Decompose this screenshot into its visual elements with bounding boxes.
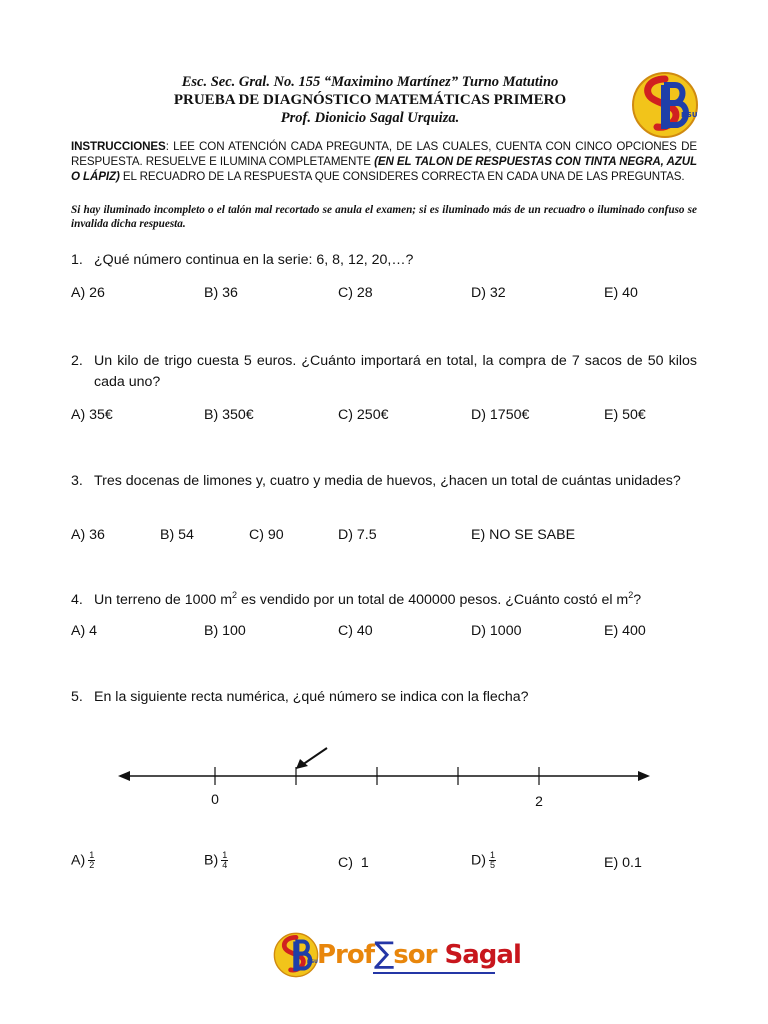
question-text: En la siguiente recta numérica, ¿qué número se indica con la flecha? <box>94 689 529 705</box>
q2-option-a: A) 35€ <box>71 407 113 423</box>
footer-underline <box>373 972 495 974</box>
instructions <box>71 139 697 184</box>
q4-option-c: C) 40 <box>338 623 373 639</box>
question-number: 3. <box>71 473 83 489</box>
instructions-warning: Si hay iluminado incompleto o el talón mal recortado se anula el examen; si es iluminado más de un recuadro o iluminado confuso se invalida dicha respuesta. <box>71 204 697 230</box>
teacher-name: Prof. Dionicio Sagal Urquiza. <box>280 110 460 126</box>
q1-option-b: B) 36 <box>204 285 238 301</box>
instructions-text-2: EL RECUADRO DE LA RESPUESTA QUE CONSIDERES CORRECTA EN CADA UNA DE LAS PREGUNTAS. <box>119 170 685 183</box>
q3-option-a: A) 36 <box>71 527 105 543</box>
pointer-arrow-icon <box>296 748 327 769</box>
instructions-emphasis: (EN EL TALON DE RESPUESTAS CON TINTA NEGRA, AZUL O LÁPIZ) <box>71 155 698 183</box>
question-text: Tres docenas de limones y, cuatro y media de huevos, ¿hacen un total de cuántas unidades? <box>94 473 681 489</box>
logo-text: DSU <box>681 111 698 119</box>
q5-option-e: E) 0.1 <box>604 855 642 871</box>
q1-option-d: D) 32 <box>471 285 506 301</box>
exam-title: PRUEBA DE DIAGNÓSTICO MATEMÁTICAS PRIMERO <box>173 92 567 108</box>
q5-option-c: C) 1 <box>338 855 369 871</box>
q5-option-d: D) $\frac{1}{5}$ <box>471 850 495 870</box>
question-number: 2. <box>71 353 83 369</box>
question-text: Un terreno de 1000 $m^2$ es vendido por un total de 400000 pesos. ¿Cuánto costó el $m^2$? <box>94 590 642 608</box>
q3-option-c: C) 90 <box>249 527 284 543</box>
q1-option-e: E) 40 <box>604 285 638 301</box>
question-3 <box>71 471 697 492</box>
question-2 <box>71 351 697 393</box>
q3-option-e: E) NO SE SABE <box>471 527 576 543</box>
question-4 <box>71 590 697 611</box>
footer-sagal: Sagal <box>444 940 521 970</box>
question-number: 4. <box>71 592 83 608</box>
footer-logo-icon <box>273 932 319 978</box>
q3-option-d: D) 7.5 <box>338 527 377 543</box>
q2-option-b: B) 350€ <box>204 407 254 423</box>
q4-option-b: B) 100 <box>204 623 246 639</box>
q2-option-d: D) 1750€ <box>471 407 530 423</box>
footer-sor: sor <box>393 940 437 970</box>
q5-option-a: A) $\frac{1}{2}$ <box>71 850 95 870</box>
question-1 <box>71 250 697 271</box>
question-5 <box>71 687 697 708</box>
footer-prof: Prof <box>317 940 375 970</box>
q3-option-b: B) 54 <box>160 527 194 543</box>
instructions-label: INSTRUCCIONES <box>71 140 166 153</box>
question-text: Un kilo de trigo cuesta 5 euros. ¿Cuánto importará en total, la compra de 7 sacos de 50 kilos cada uno? <box>94 353 697 390</box>
school-name: Esc. Sec. Gral. No. 155 “Maximino Martínez” Turno Matutino <box>181 74 559 90</box>
footer-logo-text: DSU <box>306 960 318 966</box>
question-number: 1. <box>71 252 83 268</box>
instructions-text-1: : LEE CON ATENCIÓN CADA PREGUNTA, DE LAS CUALES, CUENTA CON CINCO OPCIONES DE RESPUESTA. RESUELVE E ILUMINA COMPLETAMENTE <box>71 140 697 168</box>
q4-option-d: D) 1000 <box>471 623 522 639</box>
school-logo <box>631 71 699 139</box>
q5-option-b: B) $\frac{1}{4}$ <box>204 850 228 870</box>
q1-option-a: A) 26 <box>71 285 105 301</box>
question-number: 5. <box>71 689 83 705</box>
q2-option-e: E) 50€ <box>604 407 646 423</box>
q4-option-a: A) 4 <box>71 623 98 639</box>
q4-option-e: E) 400 <box>604 623 646 639</box>
footer-brand <box>273 930 521 980</box>
sigma-icon: ∑ <box>374 936 394 971</box>
tick-label-two: 2 <box>535 793 543 809</box>
tick-label-zero: 0 <box>211 791 219 807</box>
number-line <box>110 740 660 820</box>
question-text: ¿Qué número continua en la serie: 6, 8, 12, 20,…? <box>94 252 414 268</box>
q1-option-c: C) 28 <box>338 285 373 301</box>
q2-option-c: C) 250€ <box>338 407 389 423</box>
